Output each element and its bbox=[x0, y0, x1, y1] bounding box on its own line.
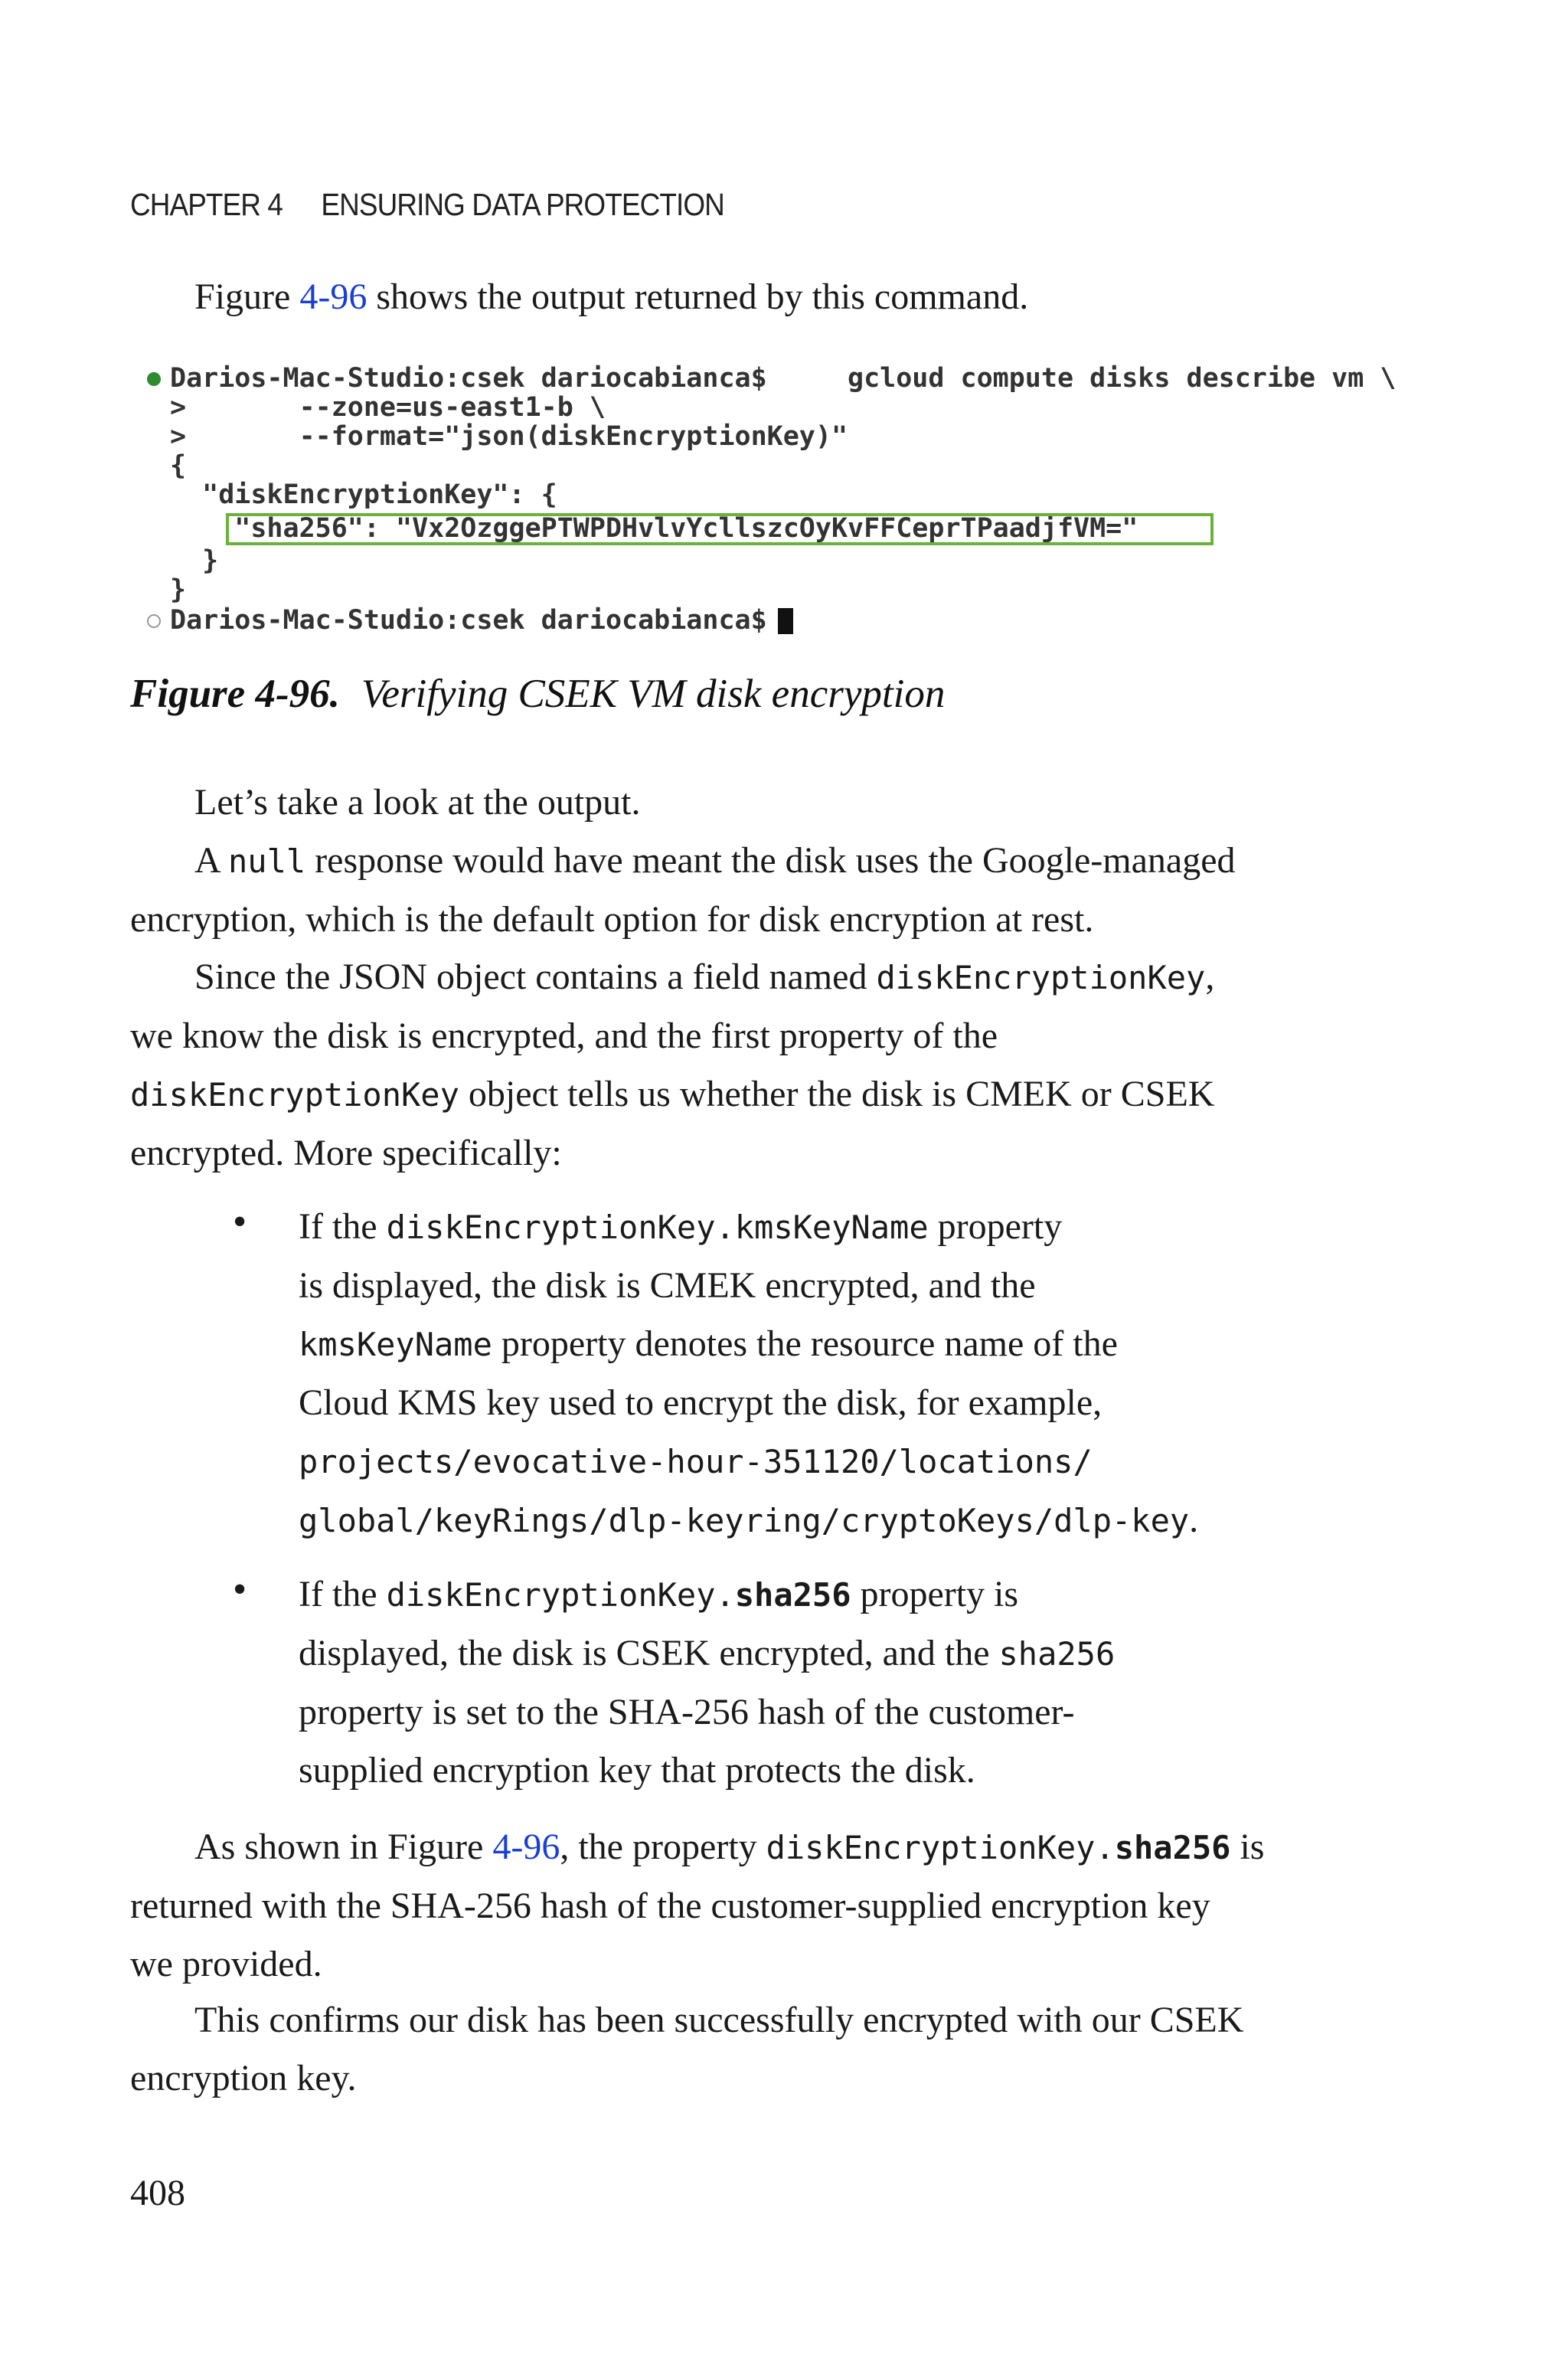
bullet-2-text: If the diskEncryptionKey.sha256 property is displayed, the disk is CSEK encrypted, and the sha256 property is set to the SHA-256 hash of the customer- supplied encryption key that protects the disk. bbox=[299, 1574, 1116, 1791]
cursor-icon bbox=[778, 608, 793, 634]
terminal-line-5: "diskEncryptionKey": { bbox=[170, 479, 557, 510]
terminal-screenshot bbox=[147, 363, 1396, 640]
paragraph-3: Since the JSON object contains a field named diskEncryptionKey, we know the disk is encrypted, and the first property of the diskEncryptionKey object tells us whether the disk is CMEK or CSEK encrypted. More specifically: bbox=[130, 957, 1215, 1173]
paragraph-1: Let’s take a look at the output. bbox=[194, 782, 641, 823]
caption-label: Figure 4-96. bbox=[130, 672, 340, 716]
highlight-box bbox=[226, 513, 1214, 545]
terminal-line-8: } bbox=[170, 574, 187, 605]
bullet-1-text: If the diskEncryptionKey.kmsKeyName property is displayed, the disk is CMEK encrypted, and the kmsKeyName property denotes the resource name of the Cloud KMS key used to encrypt the disk, for example, projects/evocative-hour-351120/locations/ global/keyRings/dlp-keyring/cryptoKeys/dlp-key. bbox=[299, 1206, 1199, 1540]
figure-link-2[interactable]: 4-96 bbox=[492, 1827, 560, 1867]
paragraph-5: This confirms our disk has been successfully encrypted with our CSEK encryption key. bbox=[130, 2000, 1244, 2098]
terminal-line-1: Darios-Mac-Studio:csek dariocabianca$ gcloud compute disks describe vm \ bbox=[147, 365, 1396, 392]
paragraph-4: As shown in Figure 4-96, the property diskEncryptionKey.sha256 is returned with the SHA-256 hash of the customer-supplied encryption key we provided. bbox=[130, 1827, 1265, 1984]
chapter-title: ENSURING DATA PROTECTION bbox=[321, 187, 724, 222]
caption-text: Verifying CSEK VM disk encryption bbox=[361, 672, 946, 716]
intro-paragraph: Figure 4-96 shows the output returned by this command. bbox=[194, 276, 1029, 317]
running-header bbox=[130, 187, 724, 223]
status-dot-hollow-icon bbox=[147, 614, 161, 628]
terminal-line-2: > --zone=us-east1-b \ bbox=[170, 392, 606, 423]
bullet-2-marker: • bbox=[233, 1568, 247, 1611]
terminal-line-3: > --format="json(diskEncryptionKey)" bbox=[170, 421, 848, 452]
page-number: 408 bbox=[130, 2173, 185, 2213]
paragraph-2: A null response would have meant the disk uses the Google-managed encryption, which is the default option for disk encryption at rest. bbox=[130, 840, 1236, 940]
bullet-1-marker: • bbox=[233, 1200, 247, 1244]
terminal-line-9: Darios-Mac-Studio:csek dariocabianca$ bbox=[147, 607, 793, 634]
chapter-number: CHAPTER 4 bbox=[130, 187, 283, 222]
terminal-line-4: { bbox=[170, 450, 187, 481]
figure-link[interactable]: 4-96 bbox=[299, 276, 368, 317]
figure-caption bbox=[130, 671, 945, 717]
terminal-line-6: "sha256": "Vx2OzggePTWPDHvlvYcllszcOyKvFFCeprTPaadjfVM=" bbox=[170, 513, 1138, 544]
terminal-line-7: } bbox=[170, 545, 219, 576]
status-dot-icon bbox=[147, 372, 161, 386]
